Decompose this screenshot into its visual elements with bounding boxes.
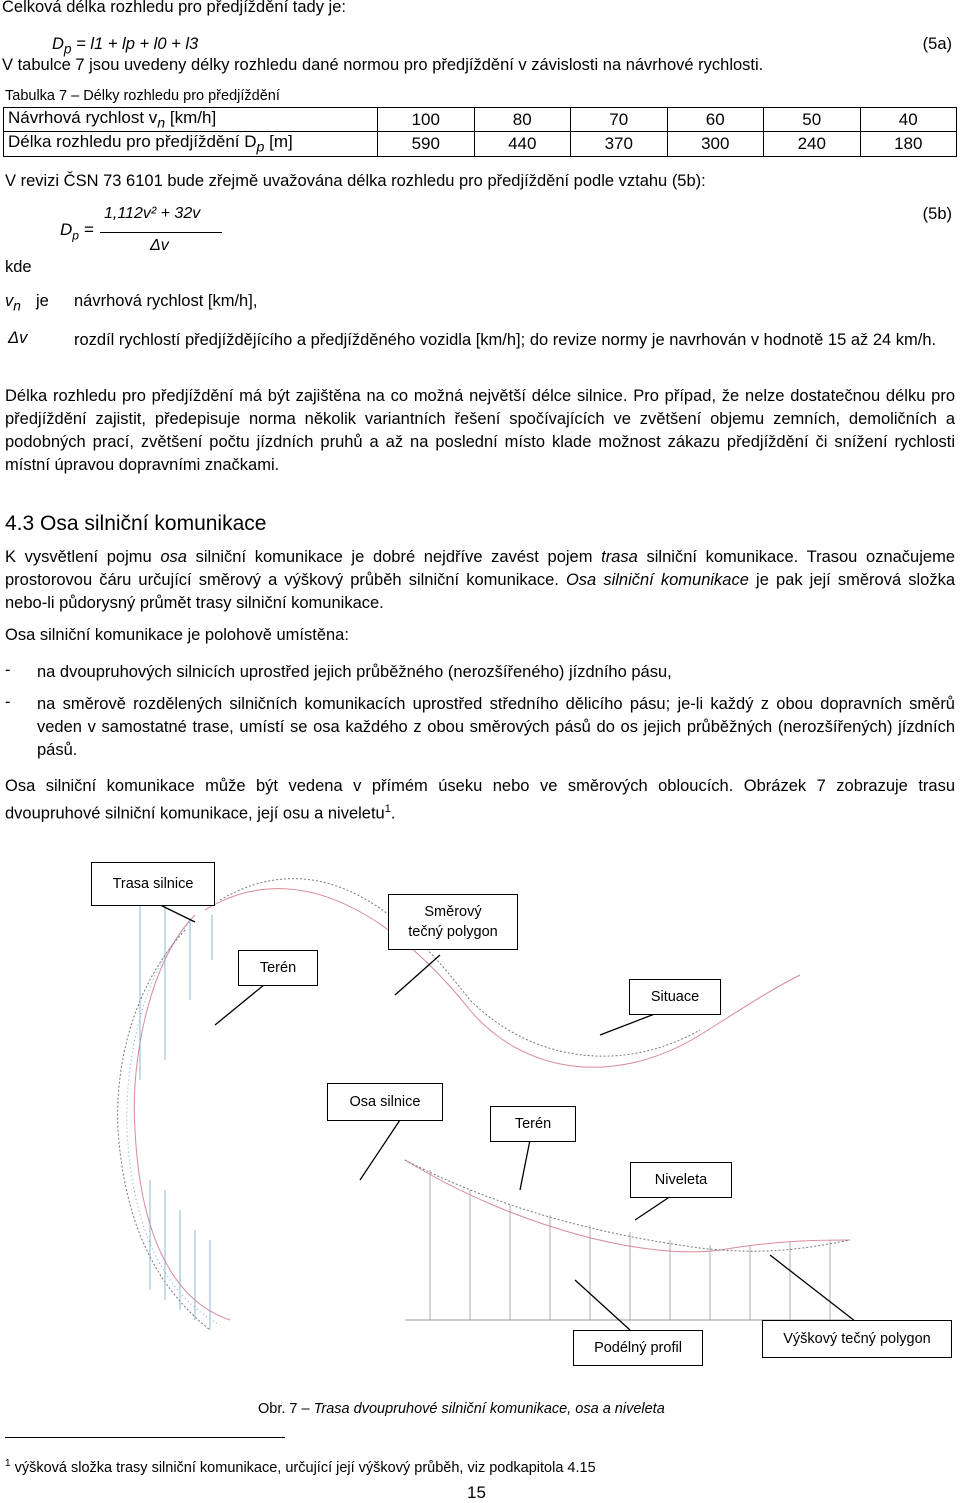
- arrow-teren1: [215, 980, 270, 1025]
- table-cell: 590: [378, 132, 475, 156]
- niveleta-line: [405, 1160, 850, 1252]
- row2-unit: [m]: [269, 132, 293, 152]
- row1-label-text: Návrhová rychlost v: [8, 108, 158, 127]
- kde-label: kde: [5, 258, 32, 276]
- label-teren-2: Terén: [490, 1106, 576, 1142]
- table-caption: Tabulka 7 – Délky rozhledu pro předjíždění: [5, 88, 280, 104]
- arrow-vyskovy: [770, 1255, 860, 1325]
- footnote-text: výšková složka trasy silniční komunikace, určující její výškový průběh, viz podkapitola 4.15: [14, 1459, 596, 1476]
- caption-prefix: Obr. 7: [258, 1401, 298, 1417]
- def-je: je: [36, 292, 49, 310]
- page-number: 15: [467, 1483, 486, 1502]
- table-cell: 100: [378, 108, 475, 132]
- revize-text: V revizi ČSN 73 6101 bude zřejmě uvažována délka rozhledu pro předjíždění podle vztahu (5b):: [5, 172, 706, 190]
- equation-5a-number: (5a): [922, 35, 952, 53]
- hatch-lines: [140, 900, 212, 1330]
- table-cell: 180: [860, 132, 957, 156]
- arrow-smerovy: [395, 955, 440, 995]
- label-teren-1: Terén: [238, 950, 318, 986]
- p2-text: silniční komunikace. Trasou označujeme prostorovou čáru určující směrový a výškový průběh silniční komunikace.: [5, 548, 956, 589]
- def-symbol: v: [5, 292, 14, 310]
- table-cell: 40: [860, 108, 957, 132]
- table-cell: 440: [474, 132, 571, 156]
- p4-end: .: [390, 804, 396, 823]
- road-edge-left: [134, 915, 230, 1320]
- table-cell: 300: [667, 132, 764, 156]
- paragraph-1: Délka rozhledu pro předjíždění má být zajištěna na co možná největší délce silnice. Pro případ, že nelze dostatečnou délku pro předjíždění zajistit, předepisuje norma několik variantních řešení spočívajících ve zvětšení objemu zemních, demoličních a podobných prací, zvětšení počtu jízdních pruhů a až na poslední místo klade možnost zákazu předjíždění či snížení rychlosti místní úpravou dopravními značkami.: [5, 387, 955, 474]
- intro2-text: V tabulce 7 jsou uvedeny délky rozhledu dané normou pro předjíždění v závislosti na návrhové rychlosti.: [2, 56, 764, 74]
- table-cell: 370: [571, 132, 668, 156]
- figure-caption: [258, 1401, 665, 1417]
- p2-italic: osa: [160, 548, 187, 566]
- p2-text: je pak její směrová složka nebo-li půdorysný průmět trasy silniční komunikace.: [5, 571, 956, 612]
- row2-sub: p: [256, 139, 265, 156]
- bullet-item: na směrově rozdělených silničních komunikacích uprostřed středního dělicího pásu; je-li každý z obou dopravních směrů veden v samostatné trase, umístí se osa každého z obou směrových pásů do os jejich průběžných (nerozšířených) jízdních pásů.: [37, 695, 955, 759]
- eq5a-rhs: = l1 + lp + l0 + l3: [76, 35, 199, 53]
- eq5a-lhs: D: [52, 35, 64, 53]
- row2-label-text: Délka rozhledu pro předjíždění D: [8, 132, 257, 152]
- eq5b-lhs: $D_p$ =: [60, 220, 94, 243]
- row1-sub: n: [157, 115, 166, 132]
- label-smerovy: [388, 894, 518, 950]
- p2-text: K vysvětlení pojmu: [5, 548, 161, 566]
- label-trasa: Trasa silnice: [91, 862, 215, 906]
- eq5b-number: (5b): [922, 205, 952, 223]
- def-text-dv: rozdíl rychlostí předjíždějícího a předjížděného vozidla [km/h]; do revize normy je navrhován v hodnotě 15 až 24 km/h.: [74, 331, 937, 349]
- footnote-rule: [5, 1437, 285, 1438]
- table-cell: 60: [667, 108, 764, 132]
- caption-text: – Trasa dvoupruhové silniční komunikace, osa a niveleta: [297, 1401, 665, 1417]
- p2-italic: trasa: [601, 548, 638, 566]
- row1-unit: [km/h]: [169, 108, 217, 127]
- arrow-podelny: [575, 1280, 630, 1330]
- label-niveleta: Niveleta: [630, 1162, 732, 1198]
- p2-text: silniční komunikace je dobré nejdříve zavést pojem: [186, 548, 602, 566]
- paragraph-3: Osa silniční komunikace je polohově umístěna:: [5, 626, 349, 644]
- table-cell: 80: [474, 108, 571, 132]
- label-situace: Situace: [629, 979, 721, 1015]
- arrow-osa: [360, 1120, 400, 1180]
- label-podelny: Podélný profil: [573, 1330, 703, 1366]
- footnote: [5, 1458, 596, 1476]
- eq5a-lhs-sub: p: [63, 41, 72, 57]
- def-symbol-sub: n: [13, 298, 21, 314]
- footnote-ref: 1: [384, 803, 391, 815]
- terrain-line: [405, 1160, 850, 1251]
- eq5b-denominator: Δv: [150, 237, 169, 254]
- bullet-item: na dvoupruhových silnicích uprostřed jejich průběžného (nerozšířeného) jízdního pásu,: [37, 663, 672, 681]
- section-heading: 4.3 Osa silniční komunikace: [5, 512, 267, 535]
- def-text-vn: návrhová rychlost [km/h],: [74, 292, 258, 310]
- bullet-dash: -: [5, 693, 11, 711]
- p4-text: Osa silniční komunikace může být vedena v přímém úseku nebo ve směrových obloucích. Obrázek 7 zobrazuje trasu dvoupruhové silniční komunikace, její osu a niveletu: [5, 777, 955, 823]
- bullet-dash: -: [5, 661, 11, 679]
- table-cell: 240: [764, 132, 861, 156]
- intro-text: Celková délka rozhledu pro předjíždění tady je:: [2, 0, 346, 16]
- p2-italic: Osa silniční komunikace: [565, 571, 749, 589]
- table-cell: 50: [764, 108, 861, 132]
- arrow-teren2: [520, 1140, 530, 1190]
- axis-left: [127, 922, 220, 1325]
- label-smerovy-l2: tečný polygon: [408, 924, 498, 940]
- table-cell: 70: [571, 108, 668, 132]
- footnote-mark: 1: [5, 1458, 11, 1469]
- label-smerovy-l1: Směrový: [424, 904, 482, 920]
- label-vyskovy: Výškový tečný polygon: [762, 1320, 952, 1358]
- profile-verticals: [405, 1170, 850, 1320]
- label-osa: Osa silnice: [327, 1083, 443, 1121]
- def-symbol-dv: Δv: [8, 329, 28, 347]
- eq5b-numerator: 1,112v² + 32v: [104, 205, 201, 222]
